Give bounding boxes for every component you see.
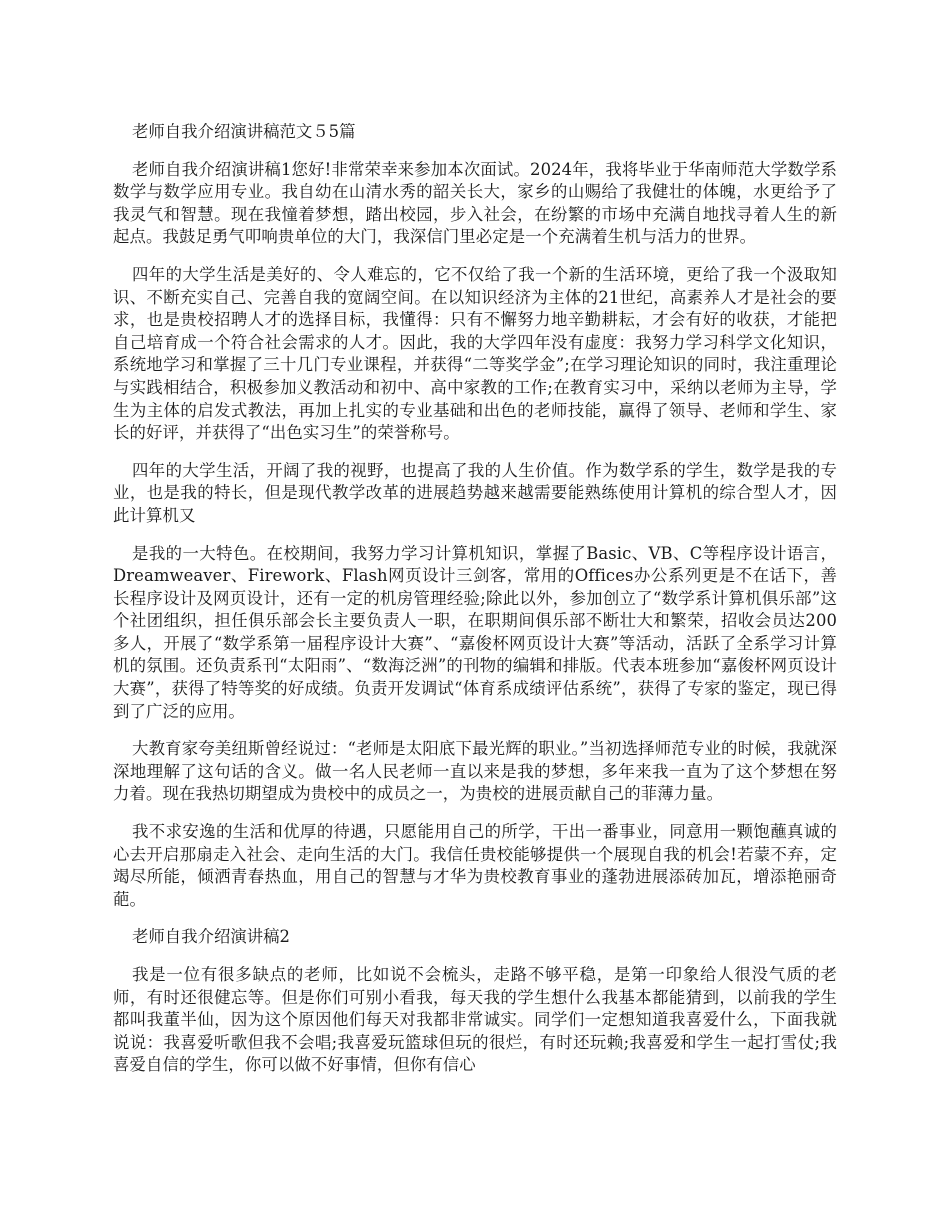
paragraph-5: 大教育家夸美纽斯曾经说过：“老师是太阳底下最光辉的职业。”当初选择师范专业的时候，我就深深地理解了这句话的含义。做一名人民老师一直以来是我的梦想，多年来我一直为了这个梦想在努力着。现在我热切期望成为贵校中的成员之一，为贵校的进展贡献自己的菲薄力量。 — [113, 739, 837, 804]
paragraph-6: 我不求安逸的生活和优厚的待遇，只愿能用自己的所学，干出一番事业，同意用一颗饱蘸真诚的心去开启那扇走入社会、走向生活的大门。我信任贵校能够提供一个展现自我的机会!若蒙不弃，定竭尽所能，倾洒青春热血，用自己的智慧与才华为贵校教育事业的蓬勃进展添砖加瓦，增添艳丽奇葩。 — [113, 822, 837, 909]
section-2-paragraph-1: 我是一位有很多缺点的老师，比如说不会梳头，走路不够平稳，是第一印象给人很没气质的老师，有时还很健忘等。但是你们可别小看我，每天我的学生想什么我基本都能猜到，以前我的学生都叫我董半仙，因为这个原因他们每天对我都非常诚实。同学们一定想知道我喜爱什么，下面我就说说：我喜爱听歌但我不会唱;我喜爱玩篮球但玩的很烂，有时还玩赖;我喜爱和学生一起打雪仗;我喜爱自信的学生，你可以做不好事情，但你有信心 — [113, 965, 837, 1075]
paragraph-2: 四年的大学生活是美好的、令人难忘的，它不仅给了我一个新的生活环境，更给了我一个汲取知识、不断充实自己、完善自我的宽阔空间。在以知识经济为主体的21世纪，高素养人才是社会的要求，也是贵校招聘人才的选择目标，我懂得：只有不懈努力地辛勤耕耘，才会有好的收获，才能把自己培育成一个符合社会需求的人才。因此，我的大学四年没有虚度：我努力学习科学文化知识，系统地学习和掌握了三十几门专业课程，并获得“二等奖学金”;在学习理论知识的同时，我注重理论与实践相结合，积极参加义教活动和初中、高中家教的工作;在教育实习中，采纳以老师为主导，学生为主体的启发式教法，再加上扎实的专业基础和出色的老师技能，赢得了领导、老师和学生、家长的好评，并获得了“出色实习生”的荣誉称号。 — [113, 264, 837, 443]
document-page — [113, 121, 837, 1092]
paragraph-1: 老师自我介绍演讲稿1您好!非常荣幸来参加本次面试。2024年，我将毕业于华南师范大学数学系数学与数学应用专业。我自幼在山清水秀的韶关长大，家乡的山赐给了我健壮的体魄，水更给予了我灵气和智慧。现在我憧着梦想，踏出校园，步入社会，在纷繁的市场中充满自地找寻着人生的新起点。我鼓足勇气叩响贵单位的大门，我深信门里必定是一个充满着生机与活力的世界。 — [113, 159, 837, 247]
document-title: 老师自我介绍演讲稿范文５5篇 — [132, 122, 356, 141]
section-2-title: 老师自我介绍演讲稿2 — [132, 927, 290, 947]
paragraph-3: 四年的大学生活，开阔了我的视野，也提高了我的人生价值。作为数学系的学生，数学是我的专业，也是我的特长，但是现代教学改革的进展趋势越来越需要能熟练使用计算机的综合型人才，因此计算机又 — [113, 460, 837, 525]
paragraph-4: 是我的一大特色。在校期间，我努力学习计算机知识，掌握了Basic、VB、C等程序设计语言，Dreamweaver、Firework、Flash网页设计三剑客，常用的Offices办公系列更是不在话下，善长程序设计及网页设计，还有一定的机房管理经验;除此以外，参加创立了“数学系计算机俱乐部”这个社团组织，担任俱乐部会长主要负责人一职，在职期间俱乐部不断壮大和繁荣，招收会员达200多人，开展了“数学系第一届程序设计大赛”、“嘉俊杯网页设计大赛”等活动，活跃了全系学习计算机的氛围。还负责系刊“太阳雨”、“数海泛洲”的刊物的编辑和排版。代表本班参加“嘉俊杯网页设计大赛”，获得了特等奖的好成绩。负责开发调试“体育系成绩评估系统”，获得了专家的鉴定，现已得到了广泛的应用。 — [113, 543, 837, 721]
